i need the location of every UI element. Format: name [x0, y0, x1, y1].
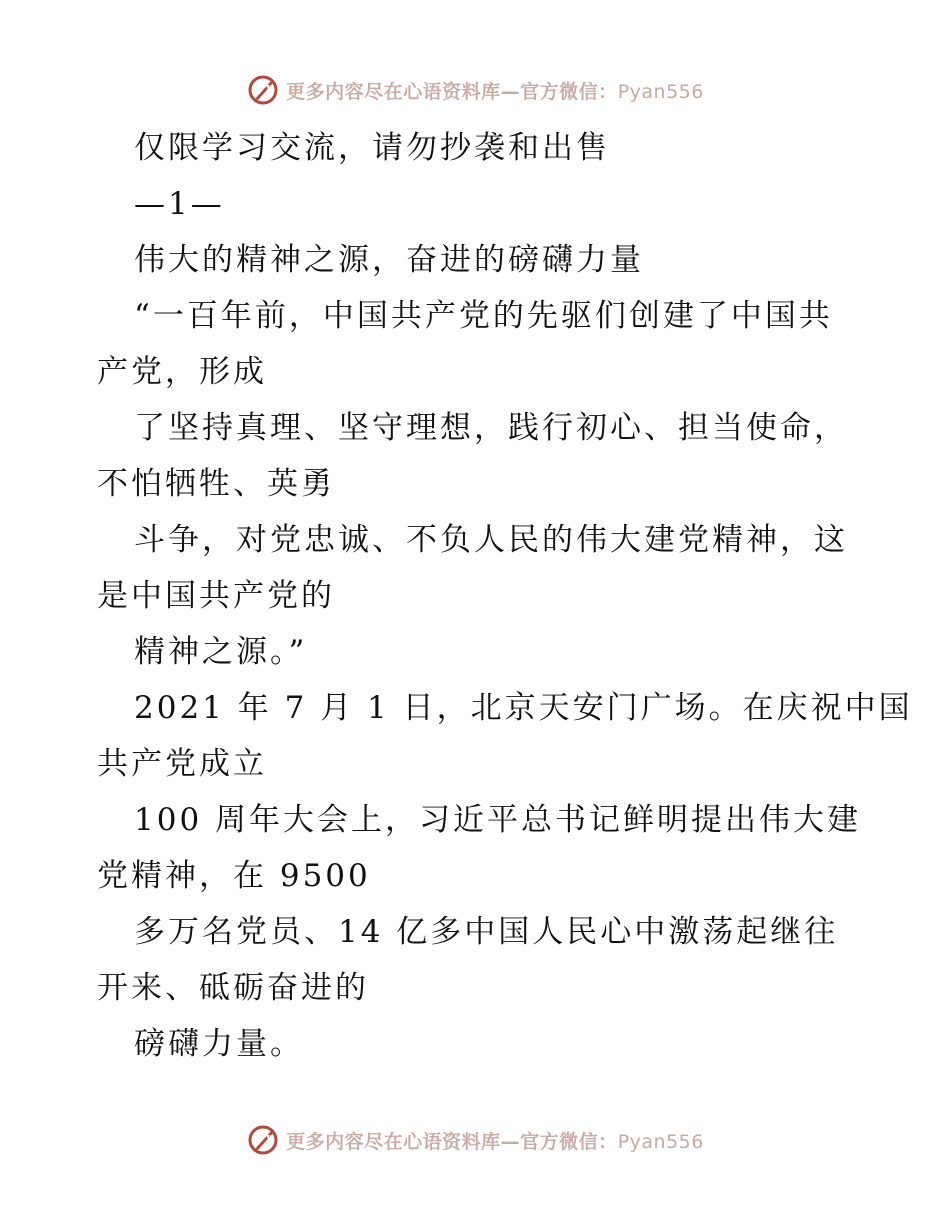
- text-line: “一百年前，中国共产党的先驱们创建了中国共: [134, 298, 833, 334]
- watermark-site-text: 更多内容尽在心语资料库: [286, 80, 501, 103]
- text-line: 共产党成立: [97, 746, 267, 782]
- footer-watermark: [0, 1120, 950, 1160]
- text-line: 是中国共产党的: [97, 578, 335, 614]
- header-watermark: [0, 70, 950, 110]
- watermark-wechat-id: Pyan556: [617, 80, 704, 103]
- watermark-wechat-label: 官方微信：: [520, 1130, 618, 1153]
- text-line: 磅礴力量。: [134, 1026, 304, 1062]
- text-line: 了坚持真理、坚守理想，践行初心、担当使命，: [134, 410, 848, 446]
- text-line: 斗争，对党忠诚、不负人民的伟大建党精神，这: [134, 522, 848, 558]
- page-number: —1—: [134, 186, 225, 222]
- watermark-site-text: 更多内容尽在心语资料库: [286, 1130, 501, 1153]
- text-line: 100 周年大会上，习近平总书记鲜明提出伟大建: [134, 802, 862, 838]
- text-line: 仅限学习交流，请勿抄袭和出售: [134, 130, 610, 166]
- watermark-dash: —: [500, 80, 521, 103]
- text-line: 开来、砥砺奋进的: [97, 970, 369, 1006]
- text-line: 不怕牺牲、英勇: [97, 466, 335, 502]
- text-line: 产党，形成: [97, 354, 267, 390]
- watermark-wechat-label: 官方微信：: [520, 80, 618, 103]
- watermark-dash: —: [500, 1130, 521, 1153]
- text-line: 2021 年 7 月 1 日，北京天安门广场。在庆祝中国: [134, 690, 913, 726]
- watermark-wechat-id: Pyan556: [617, 1130, 704, 1153]
- feather-pen-logo-icon: [246, 73, 280, 107]
- text-line: 党精神，在 9500: [97, 858, 371, 894]
- text-line: 多万名党员、14 亿多中国人民心中激荡起继往: [134, 914, 839, 950]
- section-heading: 伟大的精神之源，奋进的磅礴力量: [134, 242, 644, 278]
- document-body: [97, 120, 913, 1072]
- text-line: 精神之源。”: [134, 634, 308, 670]
- watermark-text: [286, 1127, 704, 1154]
- feather-pen-logo-icon: [246, 1123, 280, 1157]
- watermark-text: [286, 77, 704, 104]
